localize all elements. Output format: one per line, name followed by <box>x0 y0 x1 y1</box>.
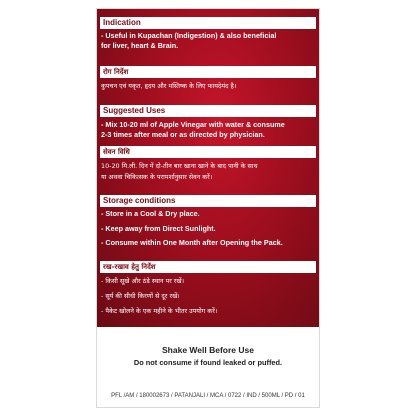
uses-hindi-line-2: या अथवा चिकित्सक के परामर्शानुसार सेवन करें। <box>101 173 213 181</box>
uses-hindi-header: सेवन विधि <box>100 146 316 158</box>
product-label <box>96 8 320 408</box>
consume-warning: Do not consume if found leaked or puffed. <box>133 358 283 367</box>
uses-hindi-line-1: 10-20 मि.ली. दिन में दो-तीन बार खाना खाने के बाद पानी के साथ <box>101 162 258 170</box>
indication-hindi-line-1: कुपचन एवं यकृत, हृदय और मस्तिष्क के लिए फायदेमंद है। <box>101 82 237 90</box>
indication-line-1: - Useful in Kupachan (Indigestion) & also beneficial <box>101 31 277 40</box>
storage-hindi-line-2: - सूर्य की सीधी किरणों से दूर रखें। <box>101 292 180 300</box>
indication-header: Indication <box>100 17 316 29</box>
storage-line-2: - Keep away from Direct Sunlight. <box>101 224 216 233</box>
uses-line-1: - Mix 10-20 ml of Apple Vinegar with water & consume <box>101 120 285 129</box>
storage-header: Storage conditions <box>100 195 316 207</box>
indication-hindi-header: रोग निर्देश <box>100 66 316 78</box>
shake-warning: Shake Well Before Use <box>162 345 254 355</box>
storage-hindi-header: रख-रखाव हेतु निर्देश <box>100 261 316 273</box>
uses-line-2: 2-3 times after meal or as directed by physician. <box>101 130 265 139</box>
storage-hindi-line-3: - पैकेट खोलने के एक महीने के भीतर उपयोग करें। <box>101 307 218 315</box>
storage-line-3: - Consume within One Month after Opening the Pack. <box>101 238 283 247</box>
license-code: PFL /AM / 180002673 / PATANJALI / MCA / 0722 / IND / 500ML / PD / 01 <box>111 393 305 399</box>
red-info-panel <box>97 9 319 327</box>
indication-line-2: for liver, heart & Brain. <box>101 41 179 50</box>
storage-hindi-line-1: - किसी सूखे और ठंडे स्थान पर रखें। <box>101 277 185 285</box>
uses-header: Suggested Uses <box>100 105 316 117</box>
storage-line-1: - Store in a Cool & Dry place. <box>101 209 200 218</box>
